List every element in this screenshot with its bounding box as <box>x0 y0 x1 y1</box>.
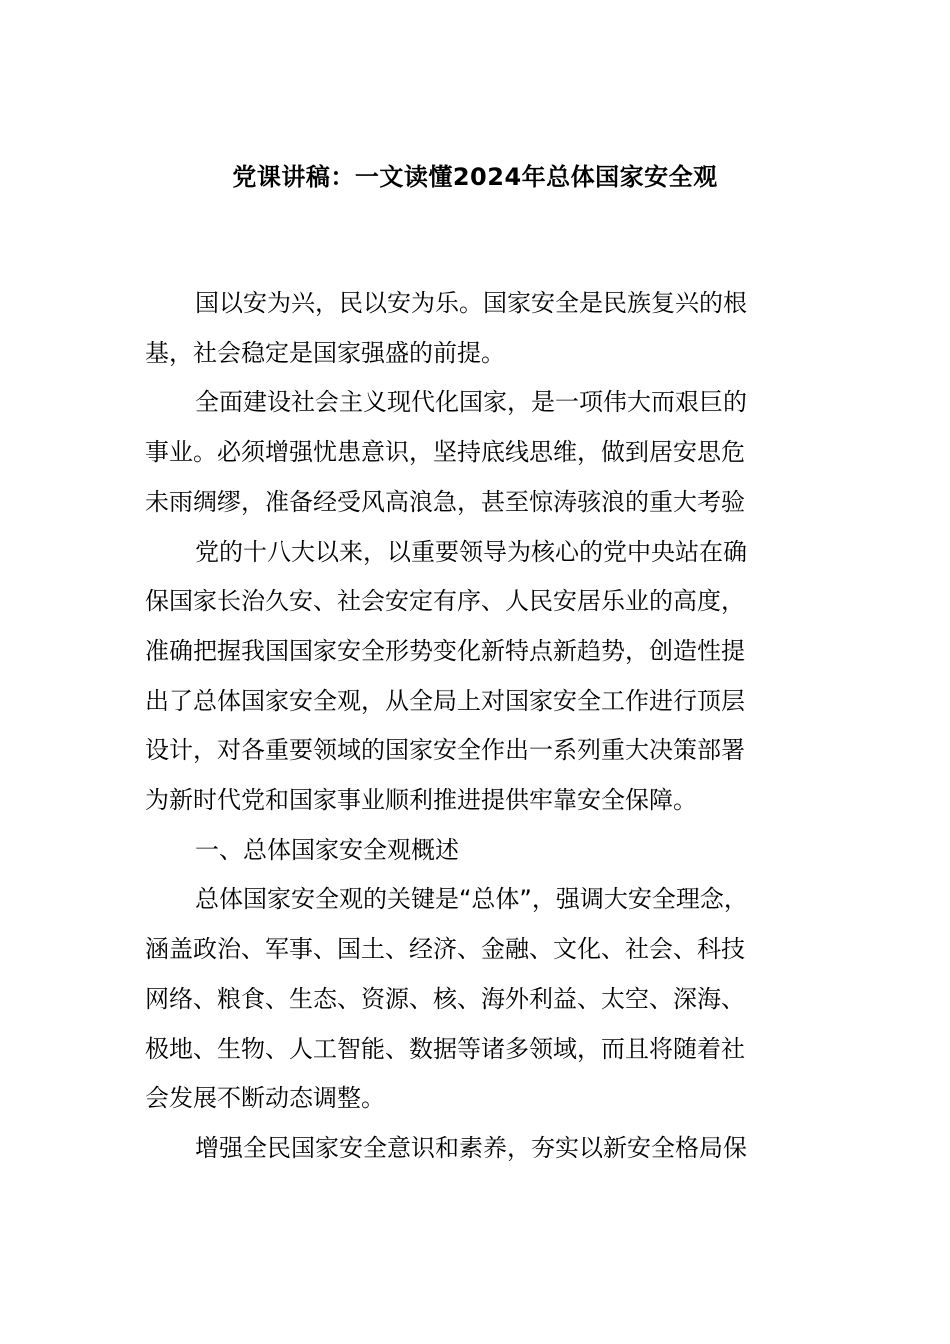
text-line: 基，社会稳定是国家强盛的前提。 <box>145 338 505 367</box>
document-body <box>145 279 807 1174</box>
text-line: 会发展不断动态调整。 <box>145 1084 385 1113</box>
section-heading <box>145 826 807 876</box>
text-line: 保国家长治久安、社会安定有序、人民安居乐业的高度， <box>145 587 745 616</box>
text-line: 准确把握我国国家安全形势变化新特点新趋势，创造性提 <box>145 636 745 665</box>
text-line: 极地、生物、人工智能、数据等诸多领域，而且将随着社 <box>145 1034 745 1063</box>
paragraph <box>145 378 807 527</box>
text-line: 设计，对各重要领域的国家安全作出一系列重大决策部署 <box>145 736 745 765</box>
text-line: 出了总体国家安全观，从全局上对国家安全工作进行顶层 <box>145 686 745 715</box>
text-line: 未雨绸缪，准备经受风高浪急，甚至惊涛骇浪的重大考验 <box>145 487 745 516</box>
paragraph <box>145 279 807 378</box>
text-line: 全面建设社会主义现代化国家，是一项伟大而艰巨的 <box>195 388 747 417</box>
text-line: 事业。必须增强忧患意识，坚持底线思维，做到居安思危 <box>145 438 745 467</box>
section-heading-text: 一、总体国家安全观概述 <box>195 835 459 864</box>
paragraph <box>145 528 807 826</box>
text-line: 涵盖政治、军事、国土、经济、金融、文化、社会、科技 <box>145 935 745 964</box>
text-line: 增强全民国家安全意识和素养，夯实以新安全格局保 <box>195 1133 747 1162</box>
text-line: 总体国家安全观的关键是“总体”，强调大安全理念， <box>195 885 748 914</box>
paragraph <box>145 875 807 1124</box>
paragraph <box>145 1124 807 1174</box>
document-title: 党课讲稿：一文读懂2024年总体国家安全观 <box>232 163 718 191</box>
text-line: 国以安为兴，民以安为乐。国家安全是民族复兴的根 <box>195 289 747 317</box>
text-line: 为新时代党和国家事业顺利推进提供牢靠安全保障。 <box>145 786 697 815</box>
text-line: 网络、粮食、生态、资源、核、海外利益、太空、深海、 <box>145 984 745 1013</box>
text-line: 党的十八大以来，以重要领导为核心的党中央站在确 <box>195 537 747 566</box>
